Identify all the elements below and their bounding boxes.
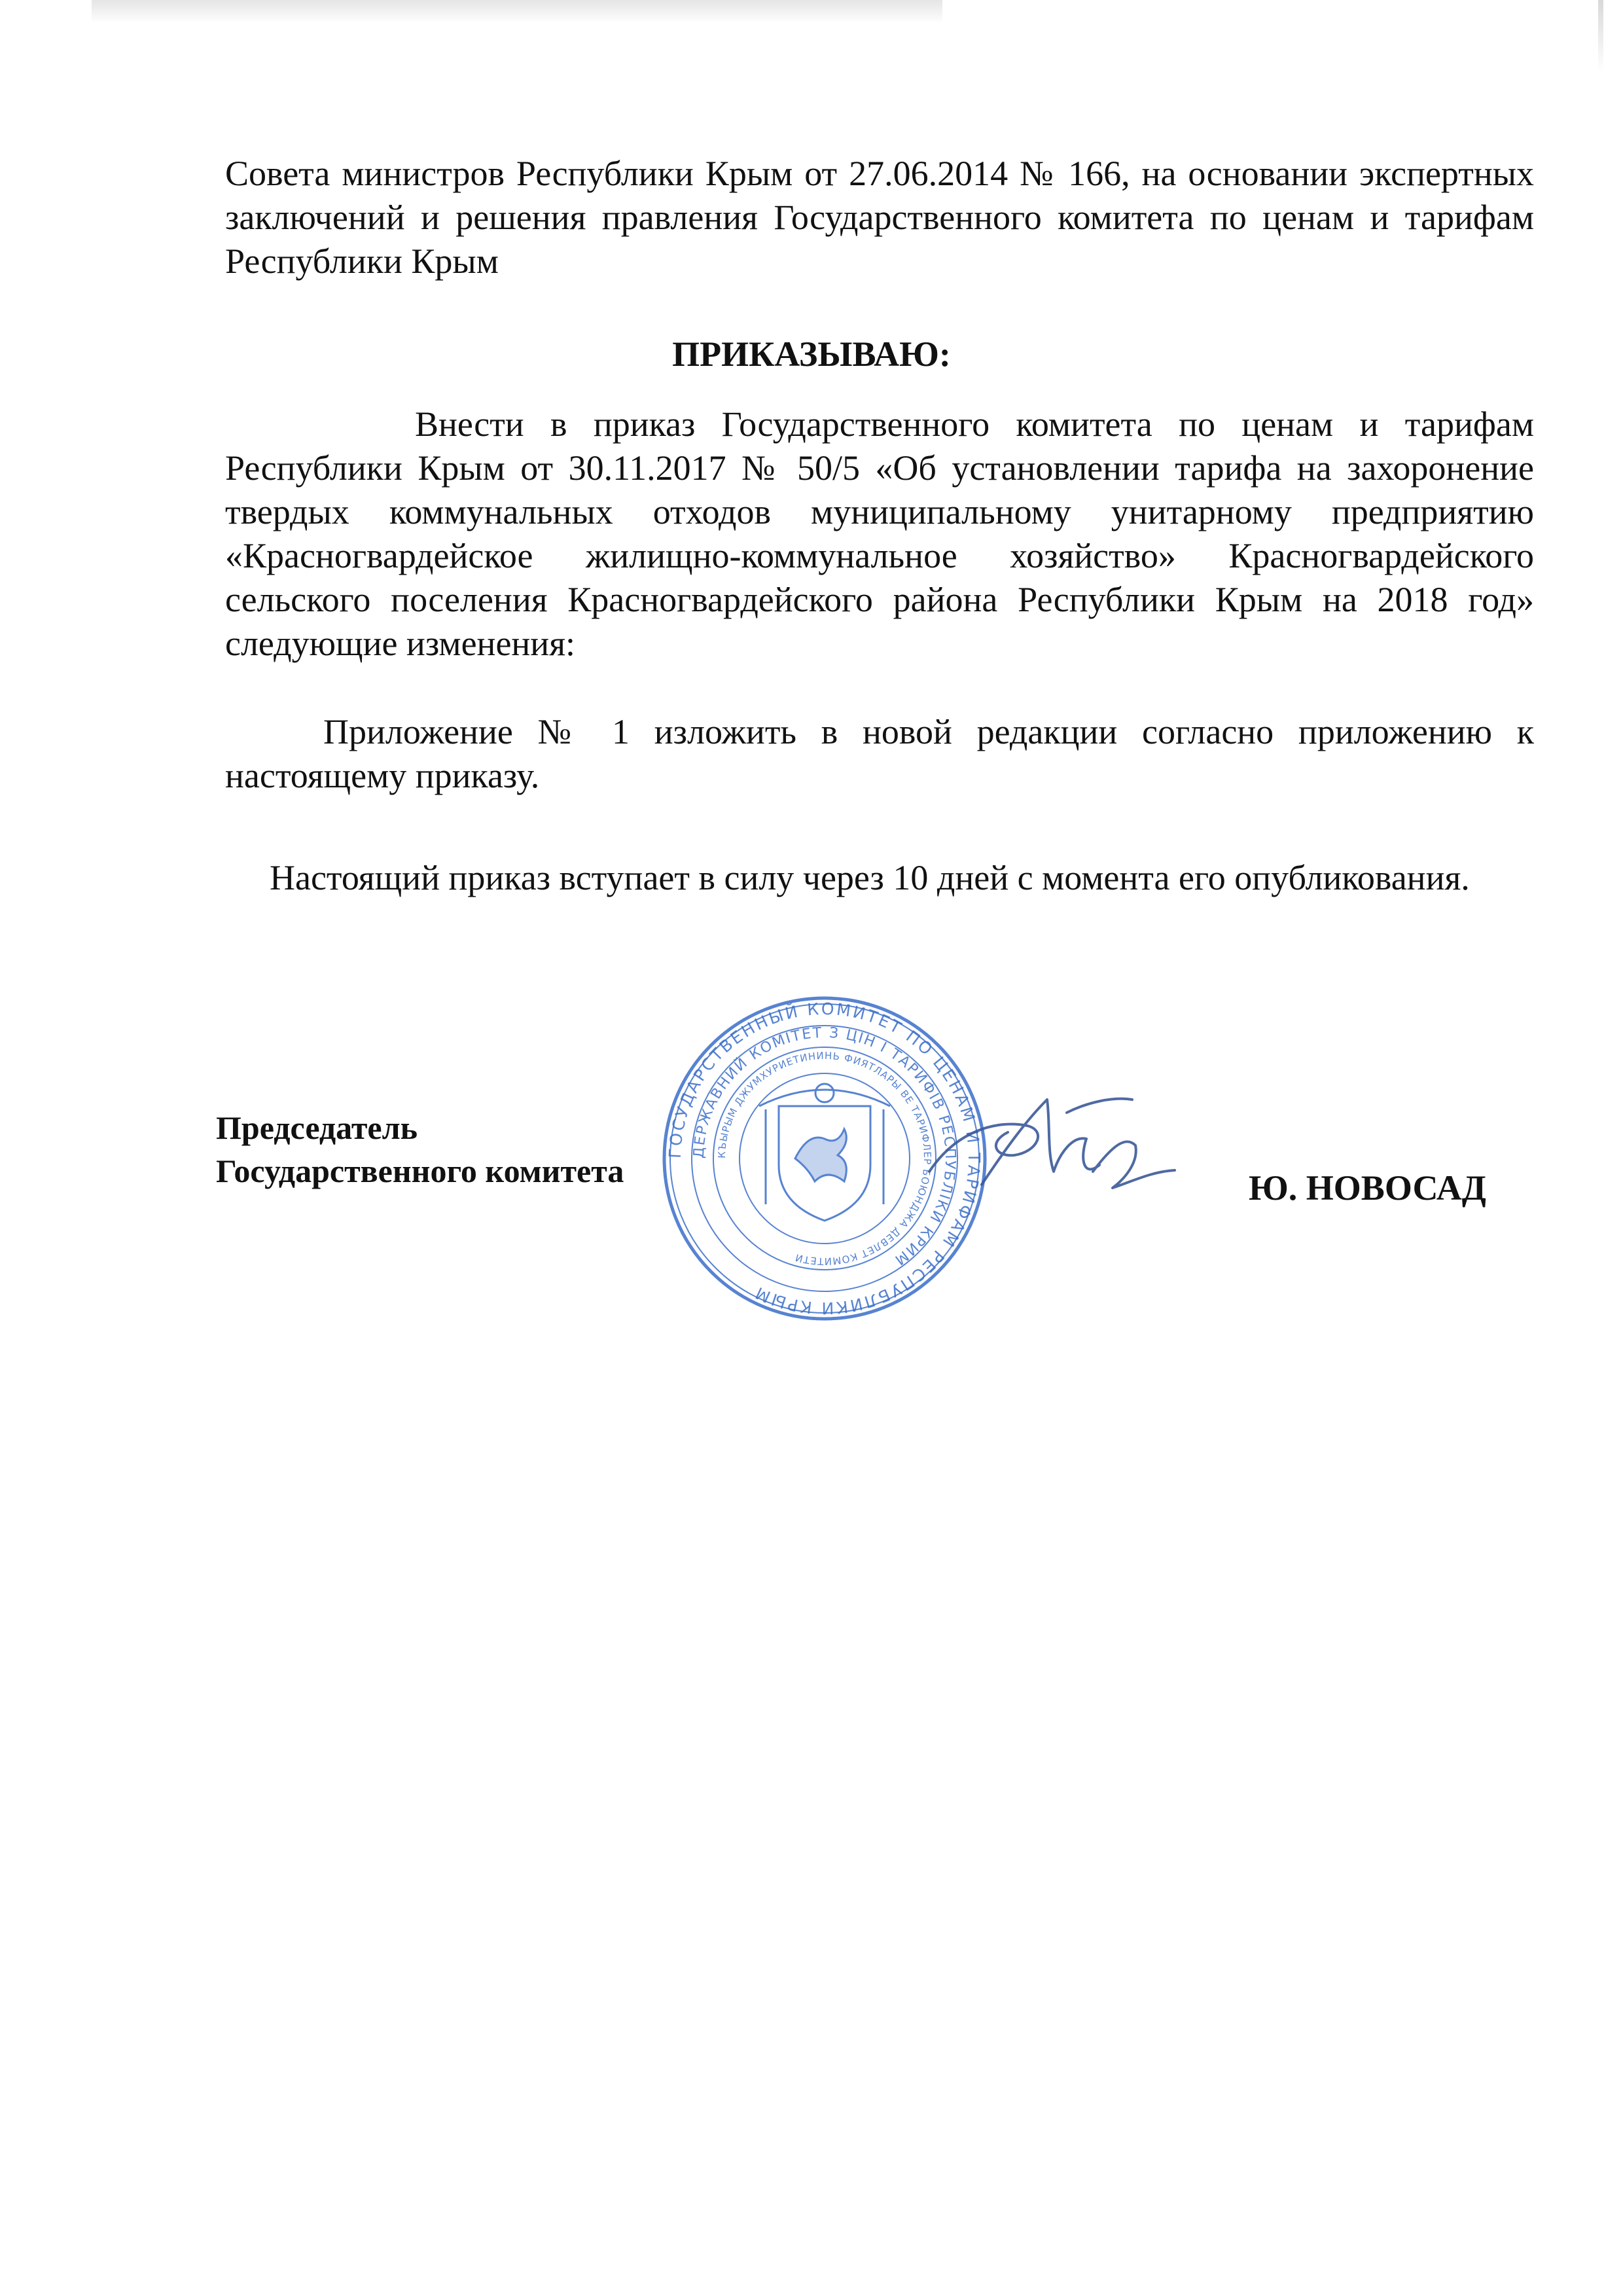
effective-date-paragraph: Настоящий приказ вступает в силу через 10 дней с момента его опубликования. bbox=[270, 858, 1470, 897]
intro-paragraph: Совета министров Республики Крым от 27.06.2014 № 166, на основании экспертных заключений и решения правления Государственного комитета по ценам и тарифам Республики Крым bbox=[225, 154, 1534, 281]
scan-edge-shadow bbox=[92, 0, 942, 24]
signatory-title-line-1: Председатель bbox=[216, 1109, 418, 1146]
scan-edge-mark bbox=[1598, 0, 1603, 72]
handwritten-signature bbox=[916, 1073, 1191, 1244]
stamp-middle-text: ДЕРЖАВНИЙ КОМІТЕТ З ЦІН І ТАРИФІВ РЕСПУБЛІКИ КРИМ bbox=[690, 1024, 959, 1269]
order-heading: ПРИКАЗЫВАЮ: bbox=[672, 334, 951, 374]
appendix-paragraph: Приложение № 1 изложить в новой редакции согласно приложению к настоящему приказу. bbox=[225, 712, 1534, 795]
signatory-title-line-2: Государственного комитета bbox=[216, 1153, 624, 1189]
amendment-paragraph: Внести в приказ Государственного комитета по ценам и тарифам Республики Крым от 30.11.2017 № 50/5 «Об установлении тарифа на захоронение твердых коммунальных отходов муниципальному унитарному предприятию «Красногвардейское жилищно-коммунальное хозяйство» Красногвардейского сельского поселения Красногвардейского района Республики Крым на 2018 год» следующие изменения: bbox=[225, 404, 1534, 663]
stamp-outer-text: ГОСУДАРСТВЕННЫЙ КОМИТЕТ ПО ЦЕНАМ И ТАРИФАМ РЕСПУБЛИКИ КРЫМ bbox=[665, 999, 984, 1318]
crimea-emblem-icon bbox=[759, 1084, 890, 1221]
signatory-title bbox=[216, 1106, 624, 1193]
stamp-inner-text: КЪЫРЫМ ДЖУМХУРИЕТИНИНЬ ФИЯТЛАРЫ ВЕ ТАРИФЛЕР БОЮНДЖА ДЕВЛЕТ КОМИТЕТИ bbox=[715, 1049, 934, 1268]
signatory-name: Ю. НОВОСАД bbox=[1249, 1168, 1486, 1208]
